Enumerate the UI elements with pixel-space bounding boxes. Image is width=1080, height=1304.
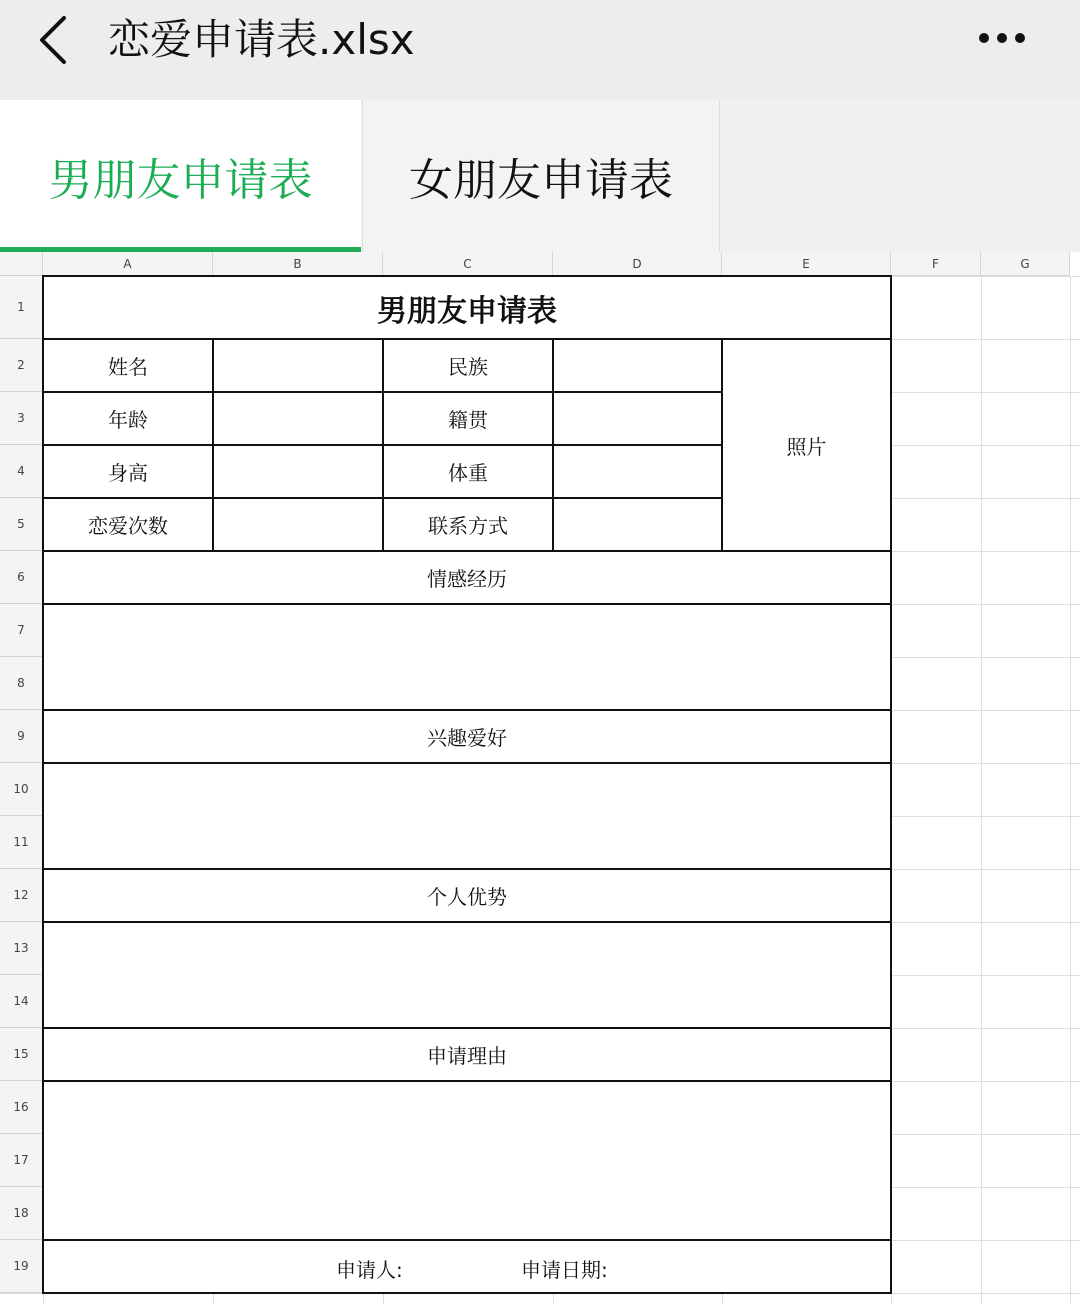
row-header-2[interactable]: 2	[0, 339, 43, 392]
label-hometown-text: 籍贯	[448, 408, 488, 432]
input-weight[interactable]	[553, 445, 722, 498]
row-header-16[interactable]: 16	[0, 1081, 43, 1134]
tab-label: 男朋友申请表	[48, 155, 313, 206]
input-hometown[interactable]	[553, 392, 722, 445]
label-ethnicity	[383, 339, 553, 392]
label-weight-text: 体重	[448, 461, 488, 485]
select-all-corner[interactable]	[0, 252, 43, 276]
input-history[interactable]	[43, 604, 891, 710]
label-height-text: 身高	[108, 461, 148, 485]
label-age-text: 年龄	[108, 408, 148, 432]
form-border-horizontal	[42, 1239, 892, 1241]
input-age[interactable]	[213, 392, 383, 445]
grid-line-vertical	[1070, 276, 1071, 1304]
applicant-label: 申请人:	[336, 1258, 403, 1282]
input-contact[interactable]	[553, 498, 722, 551]
row-header-9[interactable]: 9	[0, 710, 43, 763]
grid-line-vertical	[981, 276, 982, 1304]
form-border-horizontal	[42, 550, 892, 552]
row-header-6[interactable]: 6	[0, 551, 43, 604]
tab-boyfriend-form[interactable]	[0, 100, 361, 252]
input-height[interactable]	[213, 445, 383, 498]
label-hometown	[383, 392, 553, 445]
label-advantages-text: 个人优势	[427, 885, 507, 909]
form-border-horizontal	[42, 275, 892, 277]
form-title	[43, 276, 891, 339]
form-border-horizontal	[42, 921, 892, 923]
row-header-3[interactable]: 3	[0, 392, 43, 445]
photo-cell	[722, 339, 891, 551]
row-header-12[interactable]: 12	[0, 869, 43, 922]
row-header-1[interactable]: 1	[0, 276, 43, 339]
row-header-11[interactable]: 11	[0, 816, 43, 869]
label-name	[43, 339, 213, 392]
column-header-g[interactable]: G	[981, 252, 1070, 276]
label-contact-text: 联系方式	[428, 514, 508, 538]
column-header-c[interactable]: C	[383, 252, 553, 276]
form-border-vertical	[212, 338, 214, 552]
label-age	[43, 392, 213, 445]
label-ethnicity-text: 民族	[448, 355, 488, 379]
date-label: 申请日期:	[521, 1258, 608, 1282]
chevron-left-icon	[28, 12, 84, 68]
more-horizontal-icon	[970, 20, 1034, 56]
row-header-10[interactable]: 10	[0, 763, 43, 816]
app-header	[0, 0, 1080, 100]
more-button[interactable]	[970, 20, 1034, 56]
label-height	[43, 445, 213, 498]
label-advantages	[43, 869, 891, 922]
column-header-a[interactable]: A	[43, 252, 213, 276]
row-header-4[interactable]: 4	[0, 445, 43, 498]
label-relationships-text: 恋爱次数	[88, 514, 168, 538]
form-border-horizontal	[42, 338, 892, 340]
form-border-horizontal	[42, 603, 892, 605]
spreadsheet[interactable]	[0, 252, 1080, 1304]
form-border-horizontal	[42, 868, 892, 870]
form-border-vertical	[42, 275, 44, 1294]
sheet-tabs	[0, 100, 1080, 252]
form-border-vertical	[382, 338, 384, 552]
label-hobbies	[43, 710, 891, 763]
form-title-text: 男朋友申请表	[377, 293, 557, 329]
tab-label: 女朋友申请表	[409, 155, 673, 206]
input-hobbies[interactable]	[43, 763, 891, 869]
row-header-17[interactable]: 17	[0, 1134, 43, 1187]
tab-empty-area	[722, 100, 1080, 252]
column-header-e[interactable]: E	[722, 252, 891, 276]
column-header-d[interactable]: D	[553, 252, 722, 276]
label-reason-text: 申请理由	[427, 1044, 507, 1068]
label-relationships	[43, 498, 213, 551]
label-history-text: 情感经历	[427, 567, 507, 591]
row-header-15[interactable]: 15	[0, 1028, 43, 1081]
input-name[interactable]	[213, 339, 383, 392]
tab-girlfriend-form[interactable]	[362, 100, 720, 252]
signature-row[interactable]	[43, 1240, 891, 1293]
row-header-14[interactable]: 14	[0, 975, 43, 1028]
label-reason	[43, 1028, 891, 1081]
row-header-18[interactable]: 18	[0, 1187, 43, 1240]
form-border-horizontal	[42, 1080, 892, 1082]
input-ethnicity[interactable]	[553, 339, 722, 392]
row-header-13[interactable]: 13	[0, 922, 43, 975]
input-reason[interactable]	[43, 1081, 891, 1240]
file-title: 恋爱申请表.xlsx	[108, 15, 415, 64]
form-border-vertical	[721, 338, 723, 552]
label-weight	[383, 445, 553, 498]
input-relationships[interactable]	[213, 498, 383, 551]
column-header-f[interactable]: F	[891, 252, 981, 276]
column-header-b[interactable]: B	[213, 252, 383, 276]
label-name-text: 姓名	[108, 355, 148, 379]
back-button[interactable]	[28, 12, 84, 68]
label-hobbies-text: 兴趣爱好	[427, 726, 507, 750]
photo-cell-text: 照片	[786, 434, 827, 459]
form-border-vertical	[890, 275, 892, 1294]
label-contact	[383, 498, 553, 551]
form-border-vertical	[552, 338, 554, 552]
form-border-horizontal	[42, 762, 892, 764]
form-border-horizontal	[42, 1292, 892, 1294]
form-border-horizontal	[42, 1027, 892, 1029]
label-history	[43, 551, 891, 604]
input-advantages[interactable]	[43, 922, 891, 1028]
form-border-horizontal	[42, 709, 892, 711]
row-header-5[interactable]: 5	[0, 498, 43, 551]
row-header-7[interactable]: 7	[0, 604, 43, 657]
row-header-19[interactable]: 19	[0, 1240, 43, 1293]
row-header-8[interactable]: 8	[0, 657, 43, 710]
